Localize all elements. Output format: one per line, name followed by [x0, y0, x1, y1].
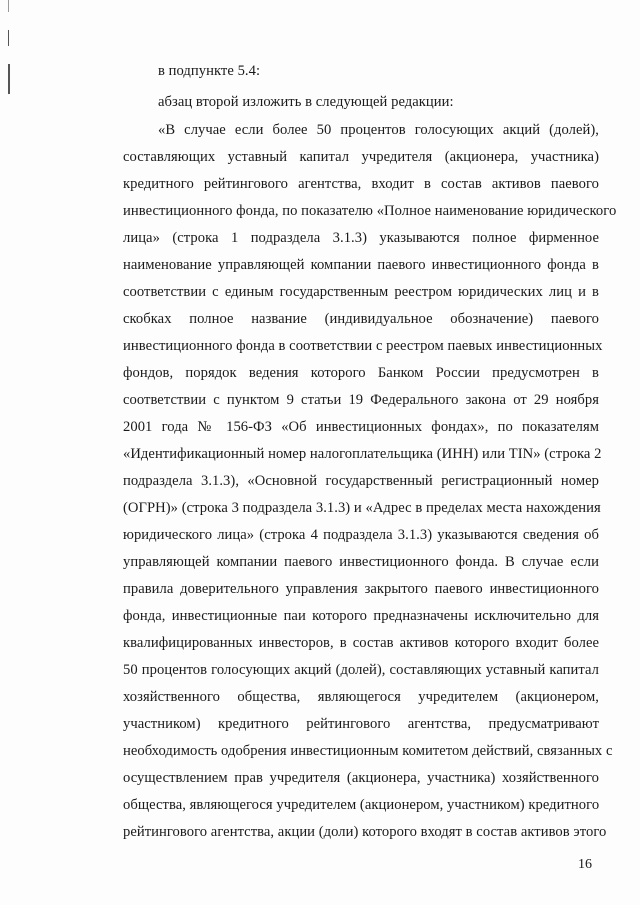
- body-line: «Идентификационный номер налогоплательщика (ИНН) или TIN» (строка 2: [123, 446, 602, 462]
- body-line: фондов, порядок ведения которого Банком России предусмотрен в: [123, 365, 599, 381]
- body-line: соответствии с пунктом 9 статьи 19 Федерального закона от 29 ноября: [123, 392, 599, 408]
- body-line: абзац второй изложить в следующей редакции:: [158, 94, 454, 110]
- scan-margin-mark: [8, 64, 10, 94]
- body-line: осуществлением прав учредителя (акционера, участника) хозяйственного: [123, 770, 599, 786]
- body-line: 50 процентов голосующих акций (долей), составляющих уставный капитал: [123, 662, 599, 678]
- body-line: хозяйственного общества, являющегося учредителем (акционером,: [123, 689, 599, 705]
- body-line: рейтингового агентства, акции (доли) которого входят в состав активов этого: [123, 824, 607, 840]
- body-line: фонда, инвестиционные паи которого предназначены исключительно для: [123, 608, 599, 624]
- body-line: квалифицированных инвесторов, в состав активов которого входит более: [123, 635, 599, 651]
- body-line: наименование управляющей компании паевого инвестиционного фонда в: [123, 257, 599, 273]
- body-line: управляющей компании паевого инвестиционного фонда. В случае если: [123, 554, 599, 570]
- body-line: «В случае если более 50 процентов голосующих акций (долей),: [158, 122, 599, 138]
- body-line: подраздела 3.1.3), «Основной государственный регистрационный номер: [123, 473, 599, 489]
- body-line: инвестиционного фонда в соответствии с реестром паевых инвестиционных: [123, 338, 603, 354]
- body-line: в подпункте 5.4:: [158, 63, 261, 79]
- body-line: участником) кредитного рейтингового агентства, предусматривают: [123, 716, 599, 732]
- body-line: составляющих уставный капитал учредителя (акционера, участника): [123, 149, 599, 165]
- body-line: лица» (строка 1 подраздела 3.1.3) указываются полное фирменное: [123, 230, 599, 246]
- scan-margin-mark: [8, 0, 9, 12]
- page-number: 16: [578, 857, 592, 872]
- body-line: необходимость одобрения инвестиционным комитетом действий, связанных с: [123, 743, 613, 759]
- body-line: правила доверительного управления закрытого паевого инвестиционного: [123, 581, 599, 597]
- body-line: общества, являющегося учредителем (акционером, участником) кредитного: [123, 797, 600, 813]
- body-line: инвестиционного фонда, по показателю «Полное наименование юридического: [123, 203, 617, 219]
- body-line: кредитного рейтингового агентства, входит в состав активов паевого: [123, 176, 599, 192]
- body-line: (ОГРН)» (строка 3 подраздела 3.1.3) и «Адрес в пределах места нахождения: [123, 500, 601, 516]
- body-line: скобках полное название (индивидуальное обозначение) паевого: [123, 311, 599, 327]
- body-line: 2001 года № 156-ФЗ «Об инвестиционных фондах», по показателям: [123, 419, 599, 435]
- body-line: соответствии с единым государственным реестром юридических лиц и в: [123, 284, 599, 300]
- body-line: юридического лица» (строка 4 подраздела 3.1.3) указываются сведения об: [123, 527, 599, 543]
- scan-margin-mark: [8, 30, 9, 46]
